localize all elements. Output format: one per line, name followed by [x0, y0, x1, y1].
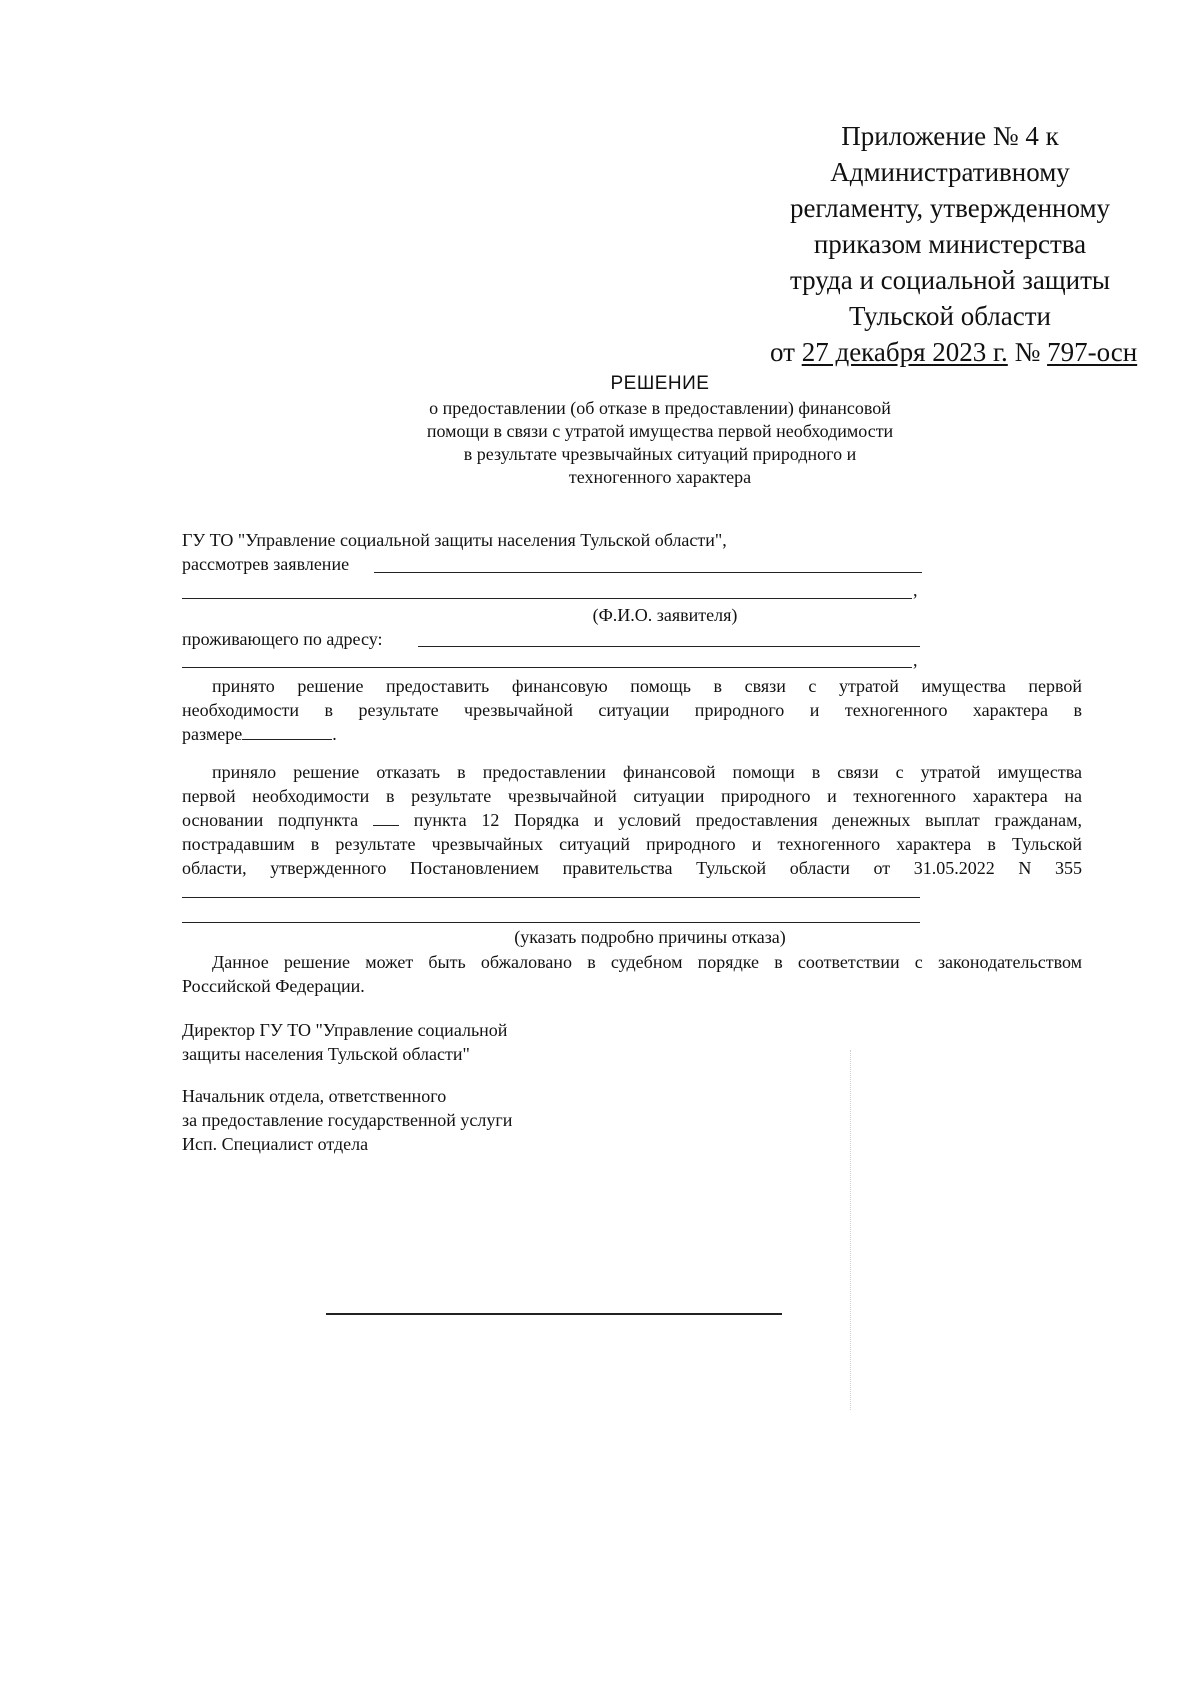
agency-name: ГУ ТО "Управление социальной защиты населения Тульской области",: [182, 530, 727, 550]
specialist-title: Исп. Специалист отдела: [182, 1134, 369, 1154]
order-number: 797-осн: [1047, 337, 1138, 367]
reason-caption: (указать подробно причины отказа): [514, 927, 786, 947]
appeal-line: Данное решение может быть обжаловано в судебном порядке в соответствии с законодательством: [212, 952, 1082, 972]
decision-heading: РЕШЕНИЕ: [610, 373, 710, 394]
refusal-line: пострадавшим в результате чрезвычайных ситуаций природного и техногенного характера в Тульской: [182, 834, 1082, 854]
appendix-line: приказом министерства: [813, 229, 1087, 259]
amount-blank[interactable]: [242, 725, 332, 740]
appendix-line: Административному: [830, 157, 1070, 187]
refusal-line: приняло решение отказать в предоставлении финансовой помощи в связи с утратой имущества: [212, 762, 1082, 782]
appendix-line: регламенту, утвержденному: [789, 193, 1111, 223]
refusal-reason-blank-line-2[interactable]: [182, 922, 920, 923]
refusal-reason-blank-line[interactable]: [182, 897, 920, 898]
director-title: Директор ГУ ТО "Управление социальной: [182, 1020, 508, 1040]
closing-divider: [326, 1313, 782, 1315]
appendix-line: труда и социальной защиты: [789, 265, 1111, 295]
title-line: техногенного характера: [568, 467, 752, 487]
scan-artifact: [850, 1050, 852, 1410]
application-blank-line[interactable]: [374, 572, 922, 573]
grant-line: необходимости в результате чрезвычайной ситуации природного и техногенного характера в: [182, 700, 1082, 720]
basis-label: основании подпункта: [182, 810, 359, 830]
appeal-line: Российской Федерации.: [182, 976, 365, 996]
title-line: помощи в связи с утратой имущества первой необходимости: [426, 421, 894, 441]
order-date: 27 декабря 2023 г.: [801, 337, 1008, 367]
appendix-date-line: [770, 334, 1138, 370]
refusal-paragraph: [182, 760, 1082, 880]
head-title: Начальник отдела, ответственного: [182, 1086, 447, 1106]
title-line: о предоставлении (об отказе в предоставлении) финансовой: [429, 398, 891, 418]
subparagraph-blank[interactable]: [373, 811, 399, 826]
basis-text: пункта 12 Порядка и условий предоставления денежных выплат гражданам,: [413, 810, 1083, 830]
decision-title: [320, 372, 1000, 489]
director-signature-block: [182, 1018, 507, 1066]
title-line: в результате чрезвычайных ситуаций природного и: [463, 444, 857, 464]
appendix-line: Тульской области: [849, 301, 1051, 331]
grant-line: принято решение предоставить финансовую помощь в связи с утратой имущества первой: [212, 676, 1082, 696]
fio-caption: (Ф.И.О. заявителя): [592, 605, 738, 625]
grant-amount-line: [182, 722, 1082, 746]
appendix-line: Приложение № 4 к: [841, 121, 1059, 151]
address-blank-line-2[interactable]: [182, 667, 912, 668]
head-title-2: за предоставление государственной услуги: [182, 1110, 513, 1130]
refusal-line: первой необходимости в результате чрезвычайной ситуации природного и техногенного характера на: [182, 786, 1082, 806]
refusal-line-basis: [182, 808, 1082, 832]
appendix-header: [770, 118, 1138, 370]
refusal-line: области, утвержденного Постановлением правительства Тульской области от 31.05.2022 N 355: [182, 858, 1082, 878]
appeal-paragraph: [182, 950, 1082, 998]
number-prefix: №: [1014, 337, 1041, 367]
amount-end: .: [332, 724, 337, 744]
grant-paragraph: [182, 674, 1082, 746]
address-blank-line[interactable]: [418, 646, 920, 647]
address-label: проживающего по адресу:: [182, 629, 383, 649]
comma: ,: [913, 580, 918, 600]
applicant-name-blank-line[interactable]: [182, 598, 912, 599]
reviewed-label: рассмотрев заявление: [182, 554, 350, 574]
date-prefix: от: [770, 337, 795, 367]
amount-label: размере: [182, 724, 243, 744]
director-title-2: защиты населения Тульской области": [182, 1044, 470, 1064]
comma: ,: [913, 650, 918, 670]
head-signature-block: [182, 1084, 512, 1156]
